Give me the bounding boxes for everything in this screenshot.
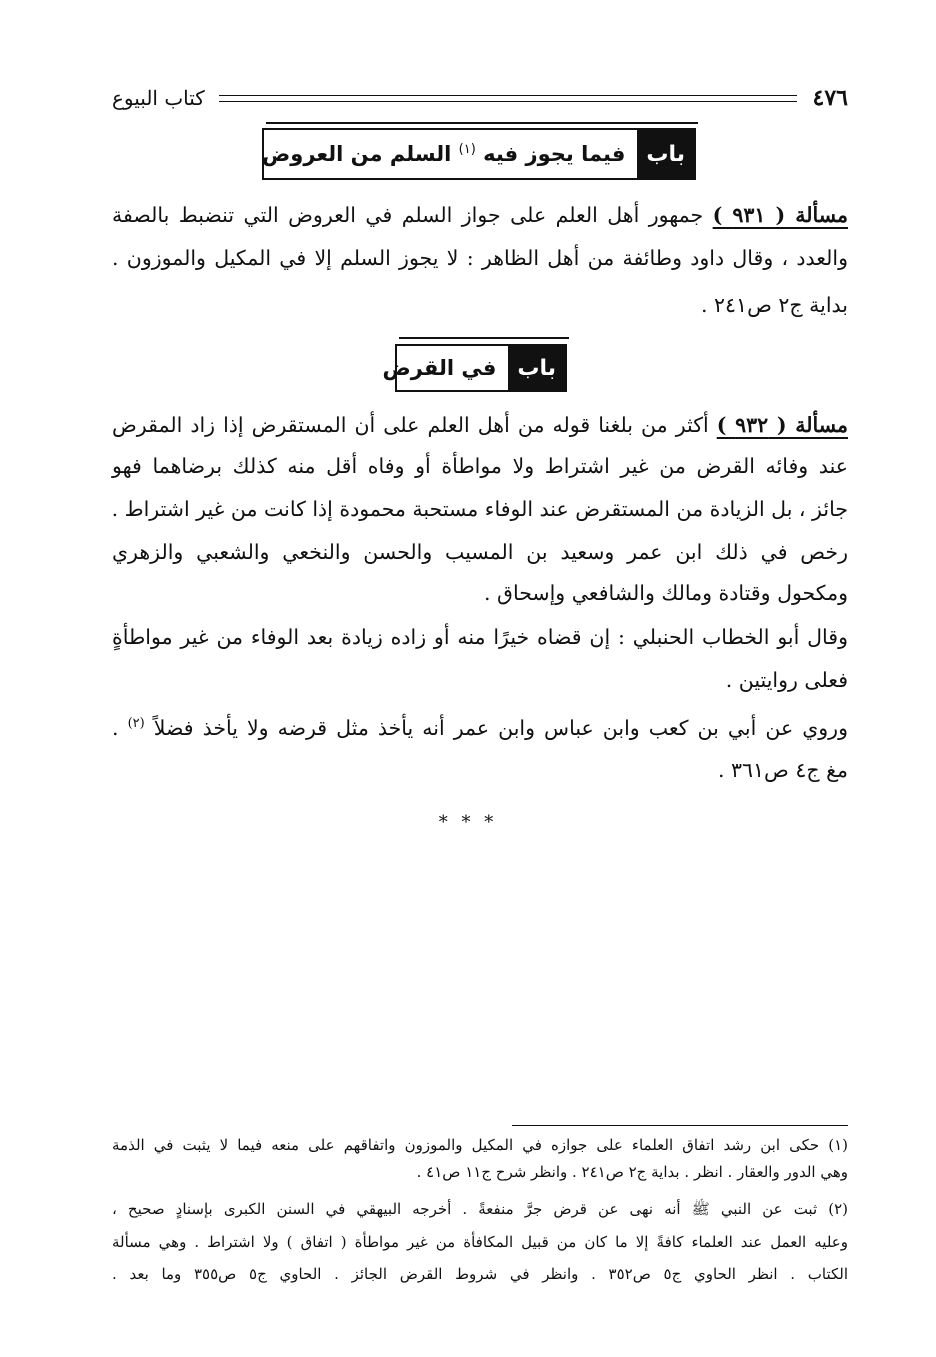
issue-text: وروي عن أبي بن كعب وابن عباس وابن عمر أنه يأخذ مثل قرضه ولا يأخذ فضلاً	[153, 715, 848, 740]
chapter-heading-top-rule	[266, 122, 698, 124]
chapter-heading-top-rule	[399, 337, 569, 339]
paragraph-line	[112, 704, 848, 748]
source-reference: بداية ج٢ ص٢٤١ .	[700, 293, 848, 317]
paragraph-line: والعدد ، وقال داود وطائفة من أهل الظاهر : لا يجوز السلم إلا في المكيل والموزون .	[112, 246, 848, 270]
paragraph-line: فعلى روايتين .	[725, 668, 848, 692]
period: .	[112, 715, 119, 740]
footnote-ref: (٢)	[127, 716, 145, 731]
issue-text: أكثر من بلغنا قوله من أهل العلم على أن المستقرض إذا زاد المقرض	[112, 413, 709, 437]
paragraph-line	[112, 405, 848, 445]
issue-label: مسألة ( ٩٣٢ )	[716, 413, 848, 437]
book-title: كتاب البيوع	[112, 86, 205, 110]
paragraph-line: ومكحول وقتادة ومالك والشافعي وإسحاق .	[484, 581, 848, 605]
chapter-title-part-a: فيما يجوز فيه	[483, 142, 626, 166]
chapter-heading	[262, 128, 696, 180]
section-separator: * * *	[438, 812, 498, 833]
footnote-line: (٢) ثبت عن النبي ﷺ أنه نهى عن قرض جرَّ منفعةً . أخرجه البيهقي في السنن الكبرى بإسنادٍ صحيح ،	[112, 1200, 848, 1218]
footnote-ref: (١)	[458, 142, 476, 157]
paragraph-line: وقال أبو الخطاب الحنبلي : إن قضاه خيرًا منه أو زاده زيادة بعد الوفاء من غير مواطأةٍ	[112, 625, 848, 649]
footnote-line: (١) حكى ابن رشد اتفاق العلماء على جوازه في المكيل والموزون واتفاقهم على منعه فيما لا يثبت في الذمة	[112, 1136, 848, 1154]
paragraph-line: جائز ، بل الزيادة من المستقرض عند الوفاء مستحبة محمودة إذا كانت من غير اشتراط .	[111, 497, 848, 521]
footnote-rule	[512, 1125, 848, 1126]
paragraph-line: رخص في ذلك ابن عمر وسعيد بن المسيب والحسن والنخعي والشعبي والزهري	[112, 540, 848, 564]
chapter-title-part-b: السلم من العروض	[262, 142, 452, 166]
footnote-line: وهي الدور والعقار . انظر . بداية ج٢ ص٢٤١ . وانظر شرح ج١١ ص٤١ .	[416, 1163, 848, 1181]
footnote-line: وعليه العمل عند العلماء كافةً إلا ما كان من قبيل المكافأة من غير مواطأة ( اتفاق ) ولا اشتراط . وهي مسألة	[112, 1233, 848, 1251]
chapter-title: في القرض	[382, 356, 497, 380]
page-number: ٤٧٦	[812, 85, 848, 111]
paragraph-line: عند وفائه القرض من غير اشتراط ولا مواطأة أو وفاه أقل منه كذلك برضاهما فهو	[112, 454, 848, 478]
source-reference: مغ ج٤ ص٣٦١ .	[717, 758, 848, 782]
chapter-label: باب	[508, 346, 565, 390]
header-rule	[219, 95, 797, 102]
footnote-line: الكتاب . انظر الحاوي ج٥ ص٣٥٢ . وانظر في شروط القرض الجائز . الحاوي ج٥ ص٣٥٥ وما بعد .	[112, 1265, 848, 1283]
chapter-label: باب	[637, 130, 694, 178]
chapter-title	[250, 142, 637, 166]
paragraph-line	[112, 195, 848, 235]
chapter-heading	[382, 344, 567, 392]
running-header	[112, 82, 848, 114]
issue-text: جمهور أهل العلم على جواز السلم في العروض التي تنضبط بالصفة	[112, 203, 704, 227]
issue-label: مسألة ( ٩٣١ )	[712, 203, 848, 227]
